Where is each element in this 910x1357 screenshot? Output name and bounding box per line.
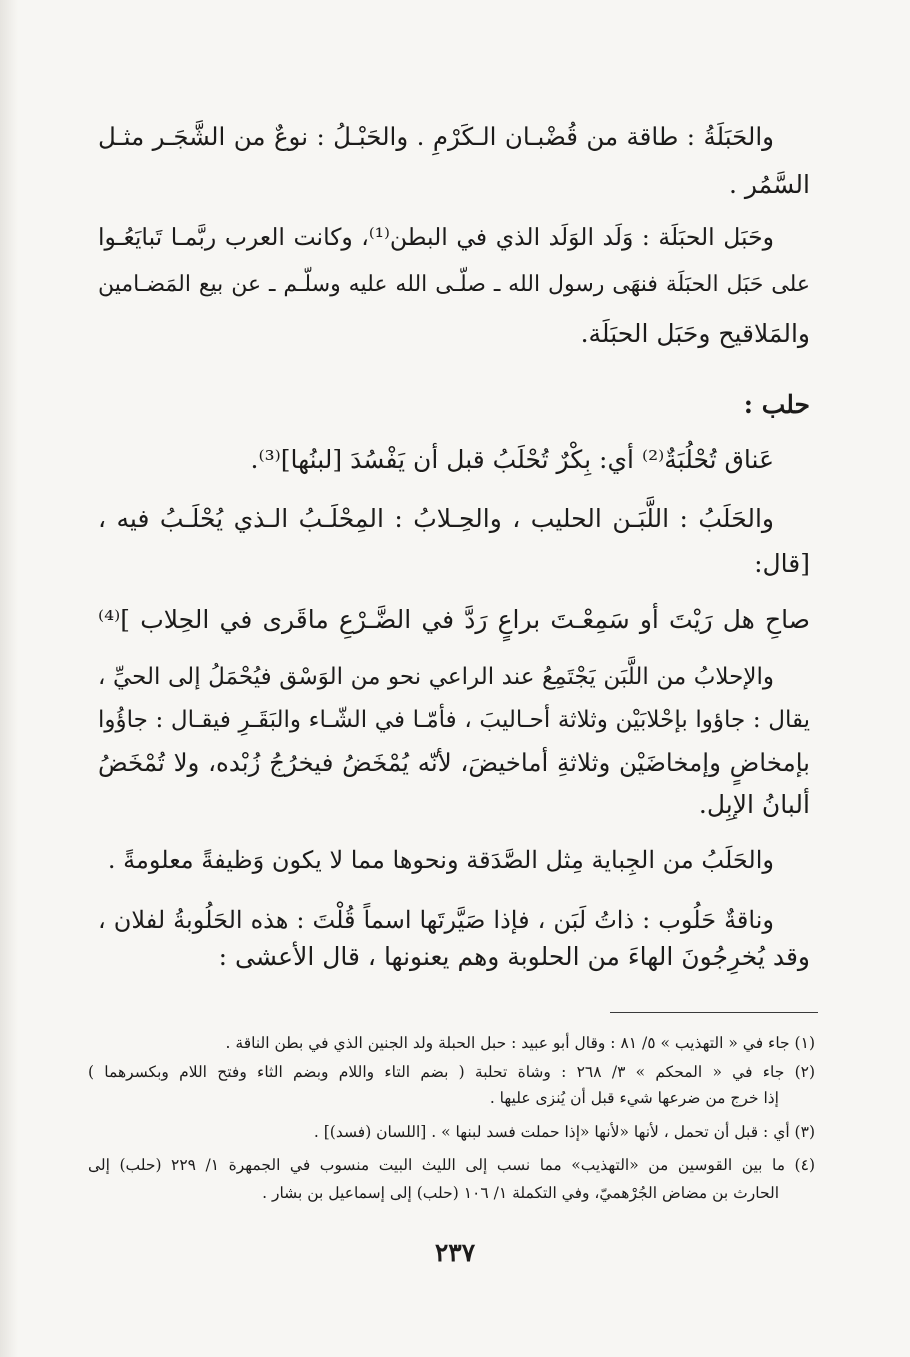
text-line: عَناق تُحْلُبَةٌ⁽²⁾ أي: بِكْرٌ تُحْلَبُ قبل أن يَفْسُدَ [لبنُها]⁽³⁾. xyxy=(250,445,774,474)
text-line: والحَلَبُ من الجِباية مِثل الصَّدَقة ونحوها مما لا يكون وَظيفةً معلومةً . xyxy=(107,846,774,874)
text-line: بإمخاضٍ وإمخاضَيْن وثلاثةِ أماخيضَ، لأنّه يُمْخَضُ فيخرُجُ زُبْده، ولا تُمْخَضُ xyxy=(98,748,810,777)
page-number: ٢٣٧ xyxy=(434,1238,476,1267)
text-line: والإحلابُ من اللَّبَن يَجْتَمِعُ عند الراعي نحو من الوَسْق فيُحْمَلُ إلى الحيِّ ، xyxy=(98,664,774,690)
footnote-3: (٣) أي : قبل أن تحمل ، لأنها «لأنها «إذا حملت فسد لبنها » . [اللسان (فسد)] . xyxy=(313,1123,815,1141)
text-line: ألبانُ الإبِل. xyxy=(698,790,810,819)
verse-line: صاحِ هل رَيْتَ أو سَمِعْـتَ براعٍ رَدَّ في الضَّـرْعِ ماقَرى في الحِلاب ]⁽⁴⁾ xyxy=(98,605,810,634)
text-line: والمَلاقيح وحَبَل الحبَلَة. xyxy=(580,319,810,348)
footnote-4-continued: الحارث بن مضاض الجُرْهميّ، وفي التكملة ١/ ١٠٦ (حلب) إلى إسماعيل بن بشار . xyxy=(262,1184,779,1202)
text-line: السَّمُر . xyxy=(728,170,810,199)
footnote-4: (٤) ما بين القوسين من «التهذيب» مما نسب إلى الليث البيت منسوب في الجمهرة ١/ ٢٢٩ (حلب) إلى xyxy=(88,1156,815,1174)
text-line: [قال: xyxy=(754,549,810,578)
text-line: وناقةٌ حَلُوب : ذاتُ لَبَن ، فإذا صَيَّرتَها اسماً قُلْتَ : هذه الحَلُوبةُ لفلان ، xyxy=(98,906,774,934)
text-line: يقال : جاؤوا بإحْلابَيْن وثلاثة أحـاليبَ ، فأمّـا في الشّـاء والبَقَـرِ فيقـال : جاؤُوا xyxy=(98,707,810,733)
text-line: وقد يُخرِجُونَ الهاءَ من الحلوبة وهم يعنونها ، قال الأعشى : xyxy=(218,942,810,971)
heading-text: حلب : xyxy=(743,390,810,419)
footnote-1: (١) جاء في « التهذيب » ٥/ ٨١ : وقال أبو عبيد : حبل الحبلة ولد الجنين الذي في بطن الناقة . xyxy=(225,1034,815,1052)
footnote-2: (٢) جاء في « المحكم » ٣/ ٢٦٨ : وشاة تحلبة ( بضم التاء واللام وبضم الثاء وفتح اللام وبكسرهما ) xyxy=(88,1063,816,1081)
text-line: والحَلَبُ : اللَّبَـن الحليب ، والحِـلابُ : المِحْلَـبُ الـذي يُحْلَـبُ فيه ، xyxy=(98,504,774,533)
text-line: والحَبَلَةُ : طاقة من قُضْبـان الـكَرْمِ . والحَبْـلُ : نوعٌ من الشَّجَـر مثـل xyxy=(98,122,774,151)
page-edge-shadow xyxy=(0,0,18,1357)
footnote-separator xyxy=(610,1012,818,1013)
text-line: على حَبَل الحبَلَة فنهَى رسول الله ـ صلّـى الله عليه وسلّـم ـ عن بيع المَضـامين xyxy=(98,272,810,297)
text-line: وحَبَل الحبَلَة : وَلَد الوَلَد الذي في البطن⁽¹⁾، وكانت العرب ربَّمـا تَبايَعُـوا xyxy=(98,223,774,251)
footnote-2-continued: إذا خرج من ضرعها شيء قبل أن يُنزى عليها . xyxy=(489,1089,779,1107)
